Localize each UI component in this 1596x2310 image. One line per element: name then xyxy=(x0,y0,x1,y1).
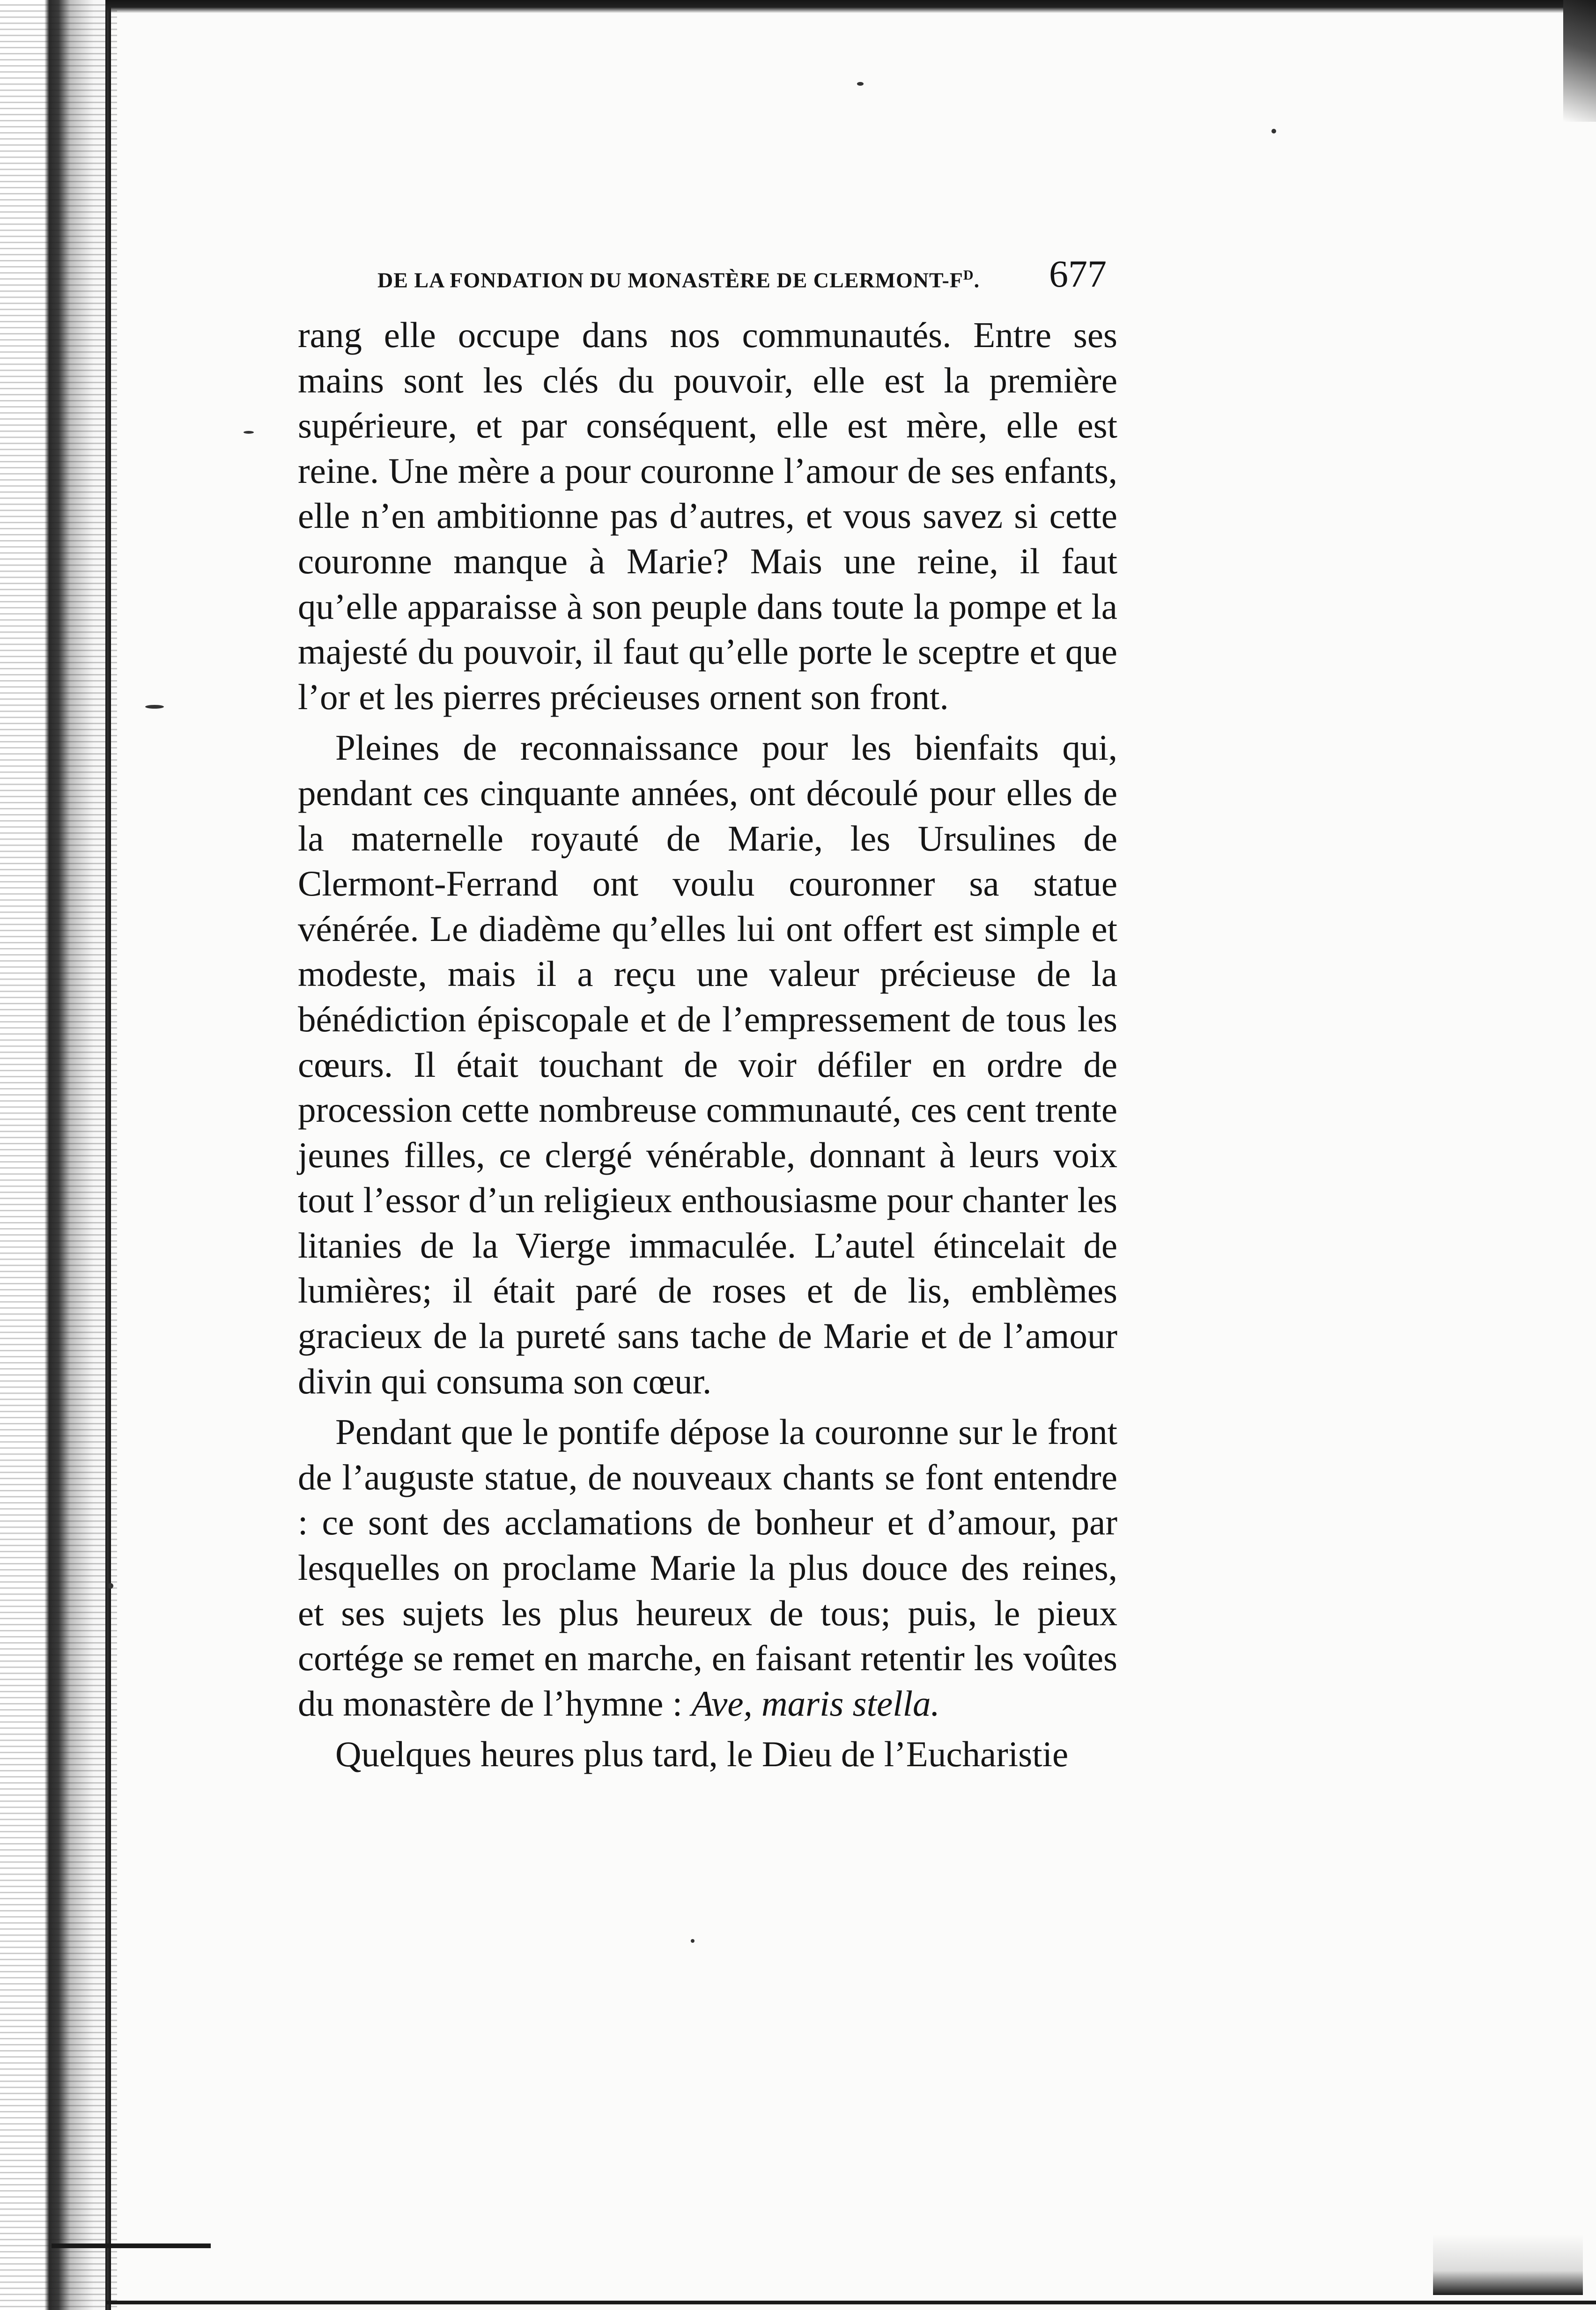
dust-speck xyxy=(145,705,164,709)
page-top-border xyxy=(105,0,1571,13)
dust-speck xyxy=(108,1583,113,1589)
paragraph: Pleines de reconnaissance pour les bienfaits qui, pendant ces cinquante années, ont découlé pour elles de la maternelle royauté de Marie, les Ursulines de Clermont-Ferrand ont voulu couronner sa statue vénérée. Le diadème qu’elles lui ont offert est simple et modeste, mais il a reçu une valeur précieuse de la bénédiction épiscopale et de l’empressement de tous les cœurs. Il était touchant de voir défiler en ordre de procession cette nombreuse communauté, ces cent trente jeunes filles, ce clergé vénérable, donnant à leurs voix tout l’essor d’un religieux enthousiasme pour chanter les litanies de la Vierge immaculée. L’autel étincelait de lumières; il était paré de roses et de lis, emblèmes gracieux de la pureté sans tache de Marie et de l’amour divin qui consuma son cœur. xyxy=(298,727,1117,1401)
binding-edge xyxy=(0,0,117,2310)
paragraph-continued: rang elle occupe dans nos communautés. Entre ses mains sont les clés du pouvoir, elle est la première supérieure, et par conséquent, elle est mère, elle est reine. Une mère a pour couronne l’amour de ses enfants, elle n’en ambitionne pas d’autres, et vous savez si cette couronne manque à Marie? Mais une reine, il faut qu’elle apparaisse à son peuple dans toute la pompe et la majesté du pouvoir, il faut qu’elle porte le sceptre et que l’or et les pierres précieuses ornent son front. xyxy=(298,315,1117,717)
dust-speck xyxy=(1271,129,1276,133)
page-number: 677 xyxy=(1049,252,1107,295)
page-bottom-border xyxy=(105,2301,1596,2304)
page-corner-curl xyxy=(1563,0,1596,122)
paragraph: Quelques heures plus tard, le Dieu de l’Eucharistie xyxy=(335,1734,1069,1775)
body-text xyxy=(298,312,1117,1777)
running-head-superscript: D xyxy=(963,267,974,283)
running-head xyxy=(377,259,1127,296)
page-left-border xyxy=(105,0,111,2310)
dust-speck xyxy=(857,82,864,86)
page-corner-shadow xyxy=(1433,2234,1583,2295)
page-edge-mark xyxy=(52,2243,211,2248)
hymn-title: Ave, maris stella. xyxy=(691,1683,940,1724)
running-head-period: . xyxy=(974,268,980,292)
running-head-title: DE LA FONDATION DU MONASTÈRE DE CLERMONT-F xyxy=(377,268,963,292)
dust-speck xyxy=(691,1939,695,1943)
paragraph-hymn xyxy=(298,1409,1117,1726)
dust-speck xyxy=(244,431,254,434)
paragraph-text: Pendant que le pontife dépose la couronne sur le front de l’auguste statue, de nouveaux chants se font entendre : ce sont des acclamations de bonheur et d’amour, par lesquelles on proclame Marie la plus douce des reines, et ses sujets les plus heureux de tous; puis, le pieux cortége se remet en marche, en faisant retentir les voûtes du monastère de l’hymne : xyxy=(298,1412,1117,1724)
